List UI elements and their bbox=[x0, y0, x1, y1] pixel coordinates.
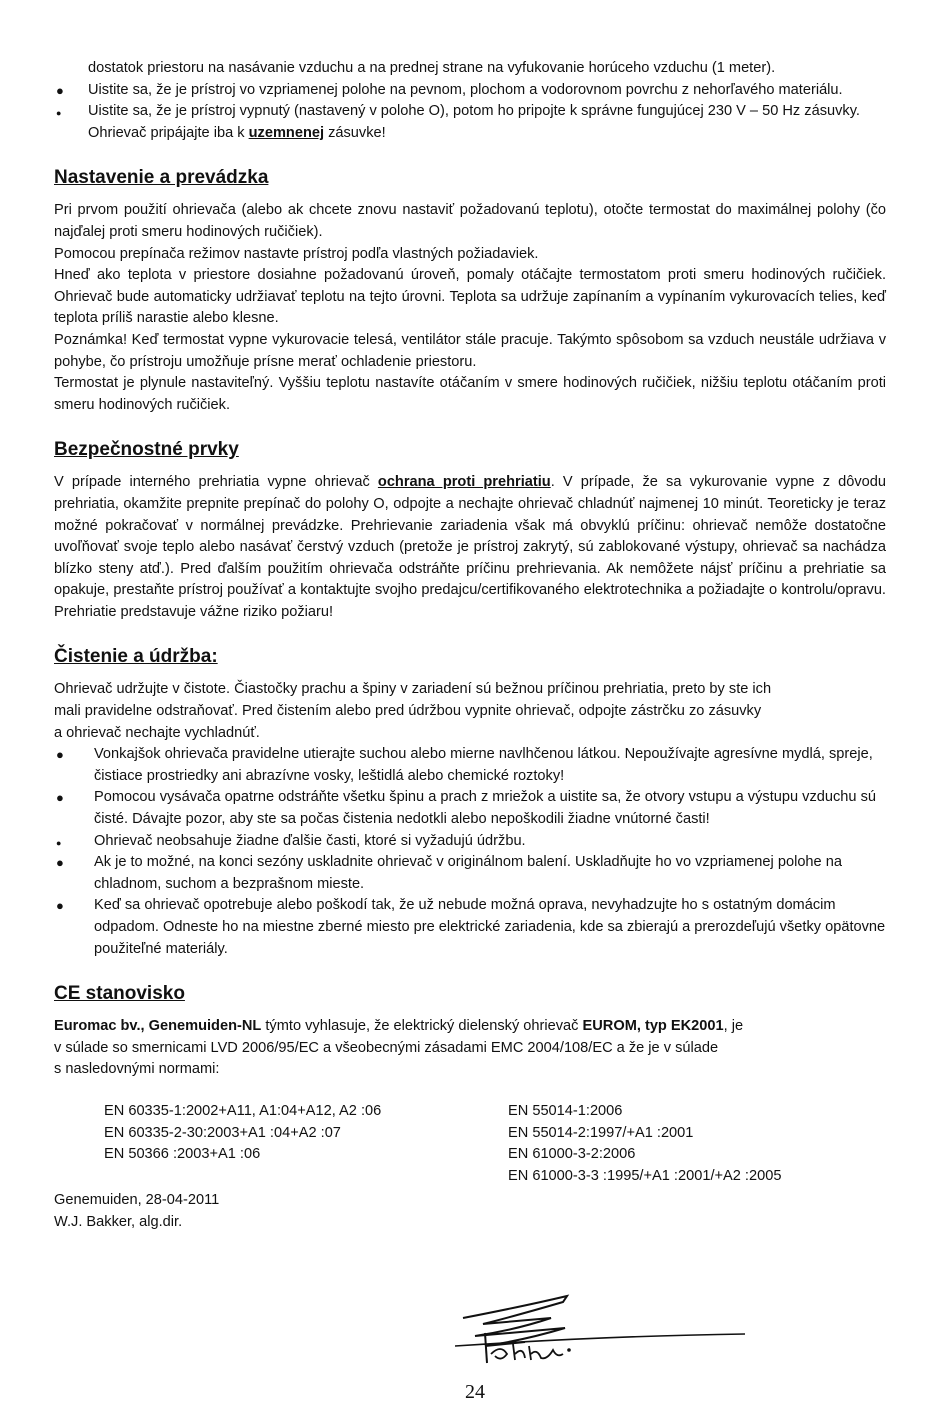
paragraph-text: V prípade interného prehriatia vypne ohrievač bbox=[54, 474, 378, 491]
section-heading: CE stanovisko bbox=[54, 983, 185, 1005]
paragraph-line: a ohrievač nechajte vychladnúť. bbox=[54, 724, 260, 741]
emphasis-text: uzemnenej bbox=[248, 124, 325, 141]
bullet-icon: ● bbox=[56, 898, 64, 914]
paragraph bbox=[54, 472, 886, 623]
bullet-icon: ● bbox=[56, 82, 64, 98]
paragraph-line: s nasledovnými normami: bbox=[54, 1061, 220, 1078]
intro-line: dostatok priestoru na nasávanie vzduchu a na prednej strane na vyfukovanie horúceho vzduchu (1 meter). bbox=[88, 60, 776, 76]
bullet-text: Ohrievač neobsahuje žiadne ďalšie časti, ktoré si vyžadujú údržbu. bbox=[94, 832, 526, 849]
bullet-icon: ● bbox=[56, 108, 62, 119]
bullet-text: Uistite sa, že je prístroj vypnutý (nastavený v polohe O), potom ho pripojte k správne fungujúcej 230 V – 50 Hz zásuvky. Ohrievač pripájajte iba k bbox=[88, 103, 860, 141]
paragraph-text: , je bbox=[723, 1018, 744, 1035]
model-name: EUROM, typ EK2001 bbox=[582, 1018, 724, 1035]
norm-item: EN 50366 :2003+A1 :06 bbox=[104, 1146, 261, 1163]
place-date: Genemuiden, 28-04-2011 bbox=[54, 1192, 220, 1209]
section-heading: Nastavenie a prevádzka bbox=[54, 167, 269, 189]
norm-item: EN 60335-1:2002+A11, A1:04+A12, A2 :06 bbox=[104, 1102, 382, 1119]
paragraph: Hneď ako teplota v priestore dosiahne požadovanú úroveň, pomaly otáčajte termostatom proti smeru hodinových ručičiek. Ohrievač bude automaticky udržiavať teplotu na tejto úrovni. Teplota sa udržuje zapínaním a vypínaním vykurovacích telies, keď teplota príliš narastie alebo klesne. bbox=[54, 267, 886, 327]
bullet-icon: ● bbox=[56, 747, 64, 763]
norm-item: EN 61000-3-2:2006 bbox=[508, 1146, 636, 1163]
signatory-name: W.J. Bakker, alg.dir. bbox=[54, 1213, 183, 1230]
bullet-icon: ● bbox=[56, 837, 62, 848]
bullet-item bbox=[54, 895, 886, 960]
bullet-text: Keď sa ohrievač opotrebuje alebo poškodí tak, že už nebude možná oprava, nevyhadzujte ho s ostatným domácim odpadom. Odneste ho na miestne zberné miesto pre elektrické zariadenia, kde sa zbierajú a prerozdeľujú všetky opätovne použiteľné materiály. bbox=[94, 897, 886, 957]
bullet-item bbox=[54, 744, 886, 787]
paragraph-line: v súlade so smernicami LVD 2006/95/EC a všeobecnými zásadami EMC 2004/108/EC a že je v súlade bbox=[54, 1039, 719, 1056]
page-number: 24 bbox=[465, 1381, 485, 1403]
norm-item: EN 61000-3-3 :1995/+A1 :2001/+A2 :2005 bbox=[508, 1167, 782, 1184]
bullet-item bbox=[54, 831, 886, 853]
paragraph: Poznámka! Keď termostat vypne vykurovacie telesá, ventilátor stále pracuje. Takýmto spôsobom sa vzduch neustále udržiava v pohybe, čo prístroju umožňuje prísne merať ochladenie priestoru. bbox=[54, 331, 886, 370]
bullet-text: Ak je to možné, na konci sezóny uskladnite ohrievač v originálnom balení. Uskladňujte ho vo vzpriamenej polohe na chladnom, suchom a bezprašnom mieste. bbox=[94, 854, 842, 892]
bullet-text: Pomocou vysávača opatrne odstráňte všetku špinu a prach z mriežok a uistite sa, že otvory vstupu a výstupu vzduchu sú čisté. Dávajte pozor, aby ste sa počas čistenia nedotkli alebo nepoškodili žiadne vnútorné časti! bbox=[94, 789, 876, 828]
paragraph-line bbox=[54, 1016, 886, 1038]
bullet-item bbox=[54, 101, 886, 144]
bullet-icon: ● bbox=[56, 855, 64, 871]
bullet-text: Uistite sa, že je prístroj vo vzpriamenej polohe na pevnom, plochom a vodorovnom povrchu z nehorľavého materiálu. bbox=[88, 81, 843, 98]
section-heading: Čistenie a údržba: bbox=[54, 646, 218, 668]
paragraph: Pomocou prepínača režimov nastavte prístroj podľa vlastných požiadaviek. bbox=[54, 245, 539, 262]
bullet-icon: ● bbox=[56, 790, 64, 806]
norm-item: EN 60335-2-30:2003+A1 :04+A2 :07 bbox=[104, 1124, 341, 1141]
bullet-text-end: zásuvke! bbox=[324, 124, 386, 141]
bullet-item bbox=[54, 80, 886, 102]
norm-item: EN 55014-1:2006 bbox=[508, 1102, 623, 1119]
document-page bbox=[54, 58, 886, 1234]
paragraph-line: mali pravidelne odstraňovať. Pred čistením alebo pred údržbou vypnite ohrievač, odpojte zástrčku zo zásuvky bbox=[54, 703, 762, 720]
emphasis-text: ochrana proti prehriatiu bbox=[377, 474, 551, 491]
signature-block bbox=[54, 1190, 886, 1233]
section-heading: Bezpečnostné prvky bbox=[54, 439, 239, 461]
handwritten-signature bbox=[455, 1288, 755, 1373]
paragraph: Pri prvom použití ohrievača (alebo ak chcete znovu nastaviť požadovanú teplotu), otočte termostat do maximálnej polohy (čo najďalej proti smeru hodinových ručičiek). bbox=[54, 202, 886, 240]
bullet-item bbox=[54, 787, 886, 830]
bullet-item bbox=[54, 852, 886, 895]
paragraph-text: týmto vyhlasuje, že elektrický dielenský ohrievač bbox=[261, 1018, 583, 1035]
norms-column-left bbox=[104, 1101, 508, 1187]
paragraph-line: Ohrievač udržujte v čistote. Čiastočky prachu a špiny v zariadení sú bežnou príčinou prehriatia, preto by ste ich bbox=[54, 681, 772, 698]
norms-list bbox=[54, 1101, 886, 1187]
company-name: Euromac bv., Genemuiden-NL bbox=[54, 1018, 262, 1035]
norms-column-right bbox=[508, 1101, 781, 1187]
paragraph-text: . V prípade, že sa vykurovanie vypne z dôvodu prehriatia, okamžite prepnite prepínač do polohy O, odpojte a nechajte ohrievač chladnúť najmenej 10 minút. Teoreticky je teraz možné pokračovať v normálnej prevádzke. Prehrievanie zariadenia však má obvyklú príčinu: ohrievač nemôže dostatočne uvoľňovať svoje teplo alebo nasávať čerstvý vzduch (pretože je prístroj zakrytý, sú zablokované výstupy, ohrievač sa nachádza blízko steny atď.). Pred ďalším použitím ohrievača odstráňte príčinu prehrievania. Ak nemôžete nájsť príčinu a prehriatie sa opakuje, prestaňte prístroj používať a kontaktujte svojho predajcu/certifikovaného elektrotechnika a požiadajte o kontrolu/opravu. Prehriatie predstavuje vážne riziko požiaru! bbox=[54, 474, 887, 620]
norm-item: EN 55014-2:1997/+A1 :2001 bbox=[508, 1124, 694, 1141]
paragraph: Termostat je plynule nastaviteľný. Vyššiu teplotu nastavíte otáčaním v smere hodinových ručičiek, nižšiu teplotu otáčaním proti smeru hodinových ručičiek. bbox=[54, 375, 886, 413]
bullet-text: Vonkajšok ohrievača pravidelne utierajte suchou alebo mierne navlhčenou látkou. Nepoužívajte agresívne mydlá, spreje, čistiace prostriedky ani abrazívne vosky, leštidlá alebo chemické roztoky! bbox=[94, 746, 873, 784]
